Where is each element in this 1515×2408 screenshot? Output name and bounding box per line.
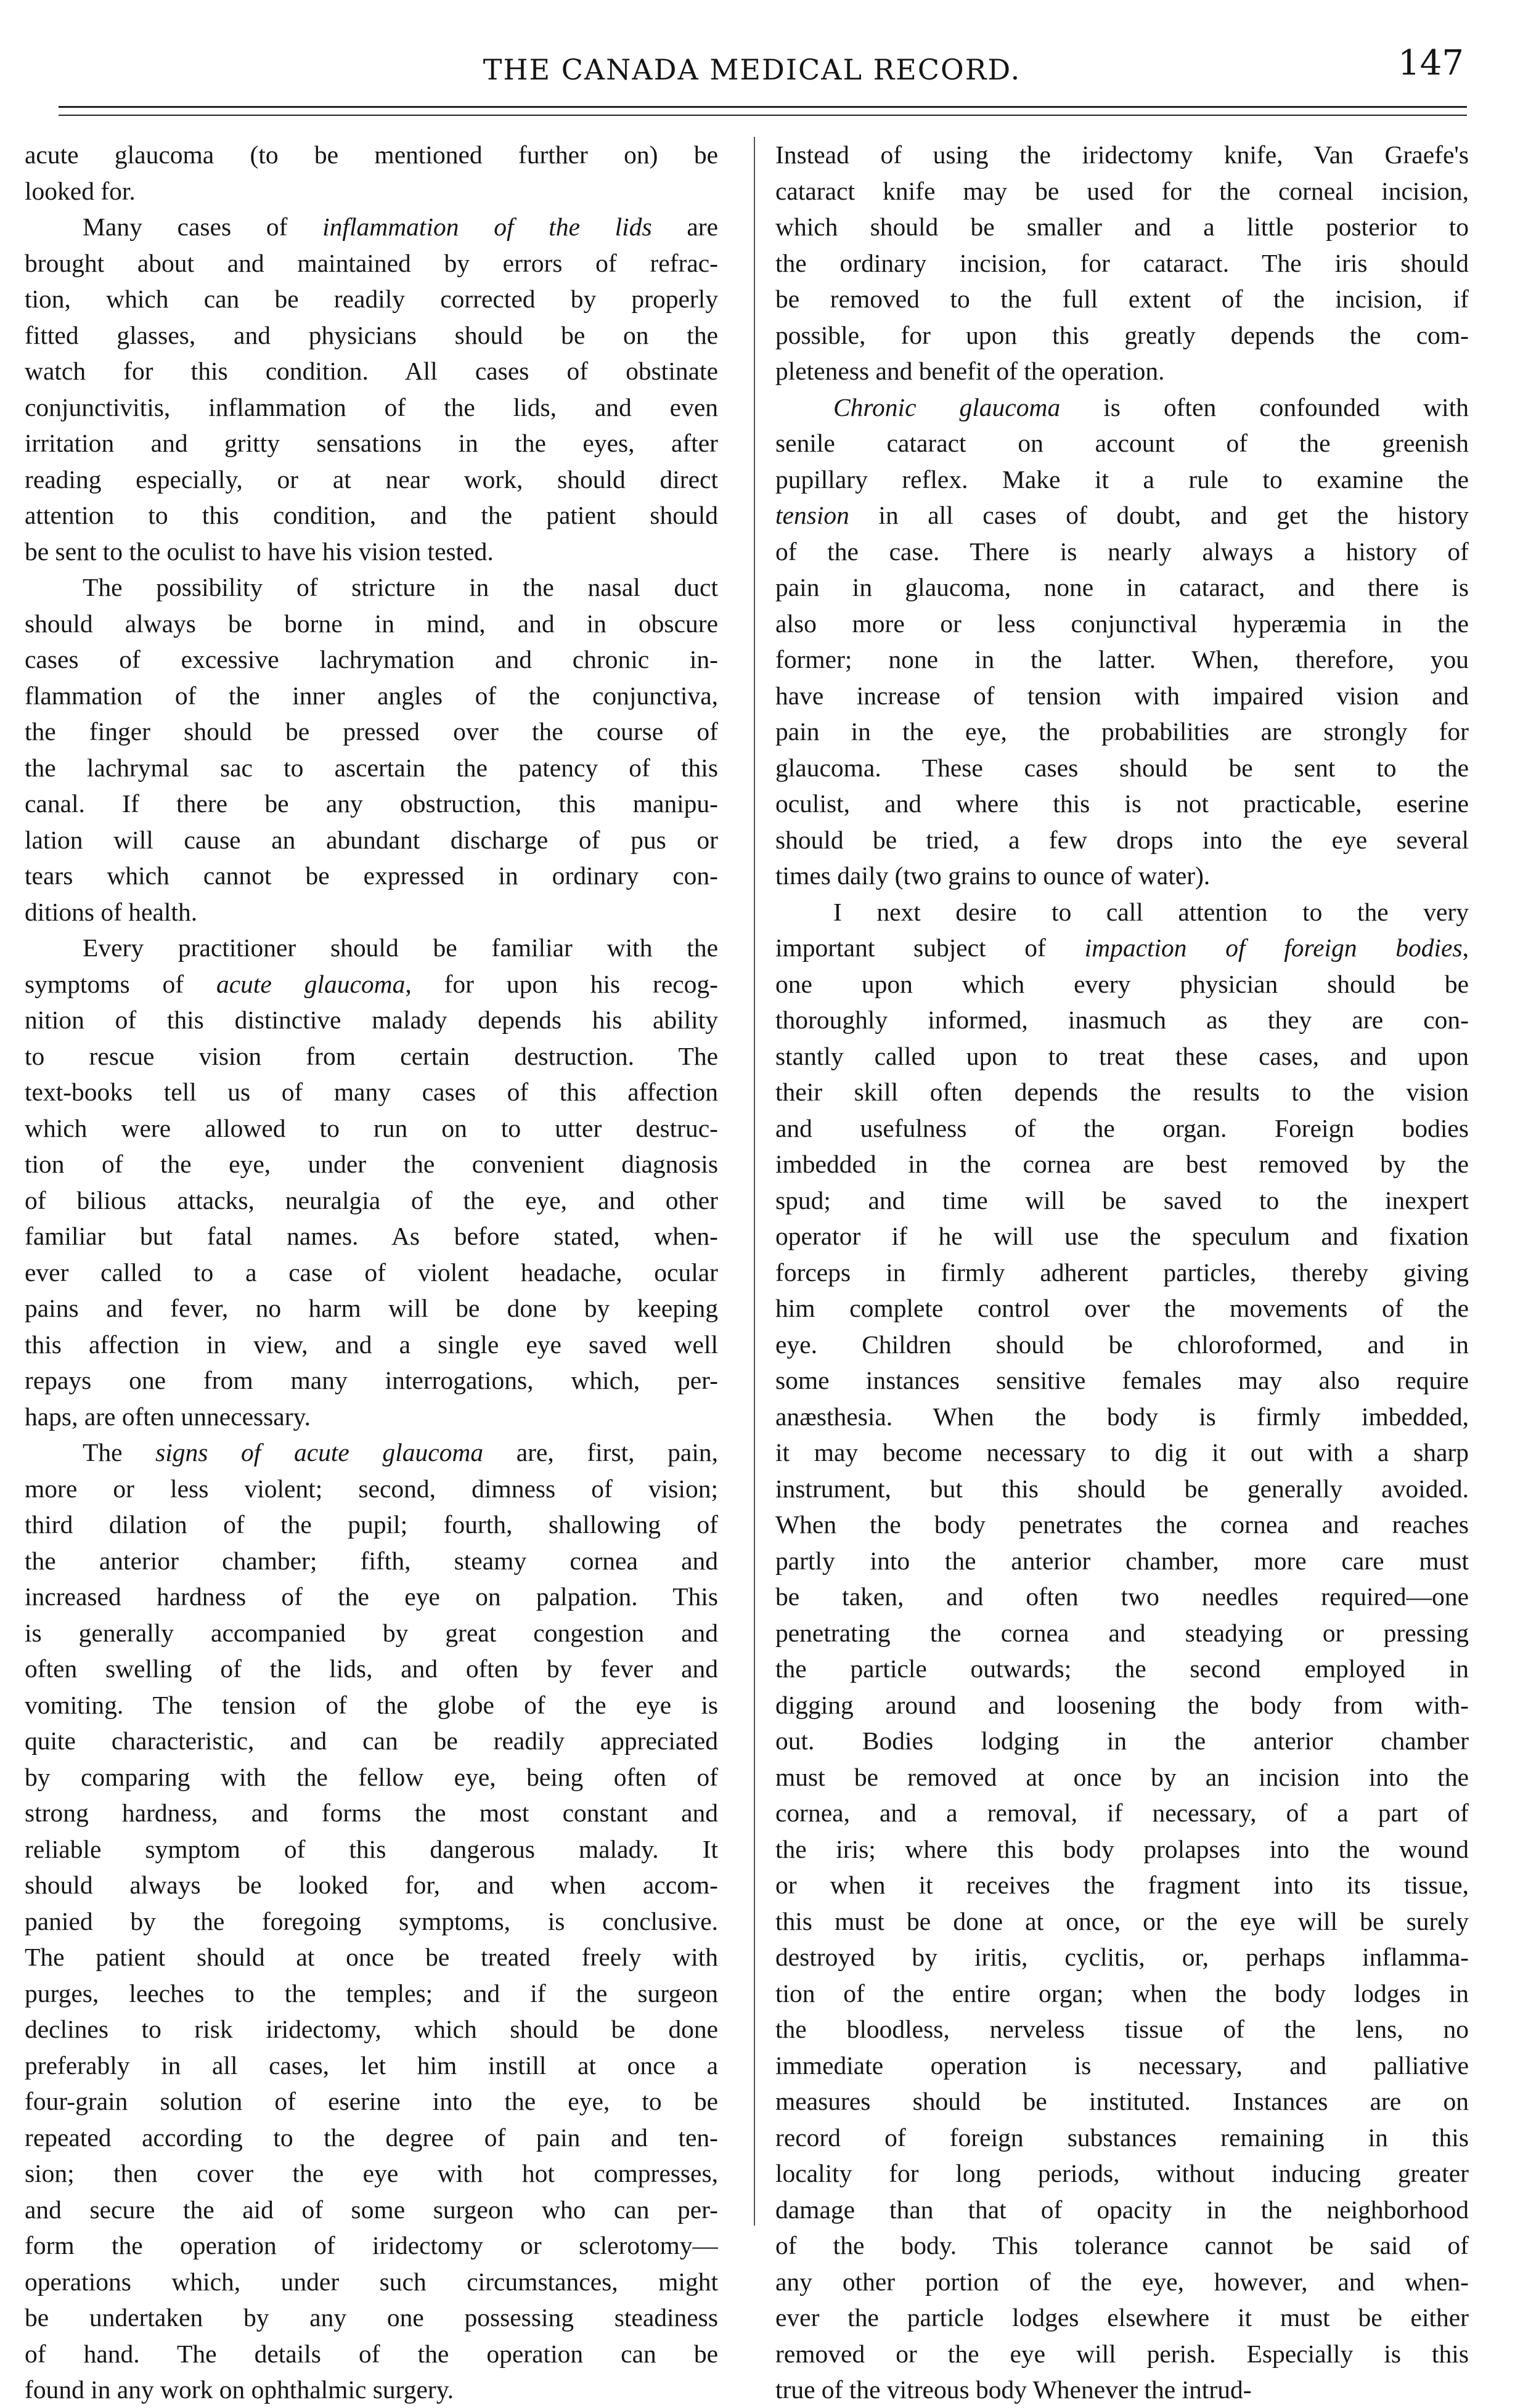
text-line: I next desire to call attention to the very: [833, 897, 1469, 926]
text-line: symptoms of acute glaucoma, for upon his recog-: [25, 969, 718, 998]
column-divider: [754, 137, 755, 2226]
text-line: also more or less conjunctival hyperæmia in the: [775, 609, 1469, 638]
text-line: of bilious attacks, neuralgia of the eye, and other: [25, 1186, 718, 1214]
text-line: oculist, and where this is not practicable, eserine: [775, 789, 1469, 818]
text-line: removed or the eye will perish. Especially is this: [775, 2339, 1469, 2368]
text-line: out. Bodies lodging in the anterior chamber: [775, 1727, 1469, 1755]
text-line: pupillary reflex. Make it a rule to examine the: [775, 465, 1469, 494]
text-line: the lachrymal sac to ascertain the patency of this: [25, 753, 718, 782]
text-line: Chronic glaucoma is often confounded with: [833, 393, 1469, 421]
text-line: ever called to a case of violent headache, ocular: [25, 1258, 718, 1287]
text-line: is generally accompanied by great congestion and: [25, 1618, 718, 1647]
text-line: anæsthesia. When the body is firmly imbedded,: [775, 1402, 1469, 1431]
text-line: must be removed at once by an incision into the: [775, 1762, 1469, 1791]
running-title: THE CANADA MEDICAL RECORD.: [483, 53, 1021, 86]
text-line: the bloodless, nerveless tissue of the lens, no: [775, 2015, 1469, 2043]
text-line: tion of the entire organ; when the body lodges in: [775, 1979, 1469, 2007]
text-line: this affection in view, and a single eye saved well: [25, 1330, 718, 1359]
text-line: pleteness and benefit of the operation.: [775, 357, 1165, 385]
text-line: which were allowed to run on to utter destruc-: [25, 1113, 718, 1142]
text-line: be removed to the full extent of the incision, if: [775, 285, 1469, 313]
text-line: brought about and maintained by errors of refrac-: [25, 248, 718, 277]
text-line: should be tried, a few drops into the eye several: [775, 825, 1469, 854]
text-line: the ordinary incision, for cataract. The iris should: [775, 248, 1469, 277]
text-line: eye. Children should be chloroformed, and in: [775, 1330, 1469, 1359]
text-line: purges, leeches to the temples; and if the surgeon: [25, 1979, 718, 2007]
text-line: tears which cannot be expressed in ordinary con-: [25, 861, 718, 890]
text-line: locality for long periods, without inducing greater: [775, 2159, 1469, 2187]
text-line: important subject of impaction of foreign bodies,: [775, 934, 1469, 962]
text-line: the particle outwards; the second employed in: [775, 1654, 1469, 1683]
text-line: be taken, and often two needles required—one: [775, 1582, 1469, 1611]
text-line: be undertaken by any one possessing steadiness: [25, 2303, 718, 2332]
page-header: [25, 43, 1479, 92]
text-line: tension in all cases of doubt, and get the history: [775, 501, 1469, 529]
text-line: or when it receives the fragment into its tissue,: [775, 1871, 1469, 1899]
text-line: watch for this condition. All cases of obstinate: [25, 357, 718, 385]
text-line: should always be borne in mind, and in obscure: [25, 609, 718, 638]
header-rule-top: [59, 106, 1467, 108]
text-line: lation will cause an abundant discharge of pus or: [25, 825, 718, 854]
text-line: measures should be instituted. Instances are on: [775, 2087, 1469, 2115]
text-line: forceps in firmly adherent particles, thereby giving: [775, 1258, 1469, 1287]
text-line: senile cataract on account of the greenish: [775, 429, 1469, 457]
text-line: cataract knife may be used for the corneal incision,: [775, 176, 1469, 205]
text-line: pain in the eye, the probabilities are strongly for: [775, 717, 1469, 746]
text-line: operator if he will use the speculum and fixation: [775, 1222, 1469, 1250]
text-line: by comparing with the fellow eye, being often of: [25, 1762, 718, 1791]
text-line: the iris; where this body prolapses into the wound: [775, 1834, 1469, 1863]
text-line: destroyed by iritis, cyclitis, or, perhaps inflamma-: [775, 1943, 1469, 1971]
text-line: instrument, but this should be generally avoided.: [775, 1474, 1469, 1503]
text-line: their skill often depends the results to the vision: [775, 1078, 1469, 1106]
text-line: to rescue vision from certain destruction. The: [25, 1041, 718, 1070]
paragraph: [775, 894, 1469, 2408]
text-line: text-books tell us of many cases of this affection: [25, 1078, 718, 1106]
text-line: times daily (two grains to ounce of water).: [775, 861, 1211, 890]
right-column: [775, 137, 1469, 2408]
text-line: have increase of tension with impaired vision and: [775, 681, 1469, 710]
text-line: digging around and loosening the body from with-: [775, 1690, 1469, 1719]
text-line: pains and fever, no harm will be done by keeping: [25, 1294, 718, 1322]
text-line: of the case. There is nearly always a history of: [775, 537, 1469, 566]
text-line: partly into the anterior chamber, more care must: [775, 1546, 1469, 1575]
text-line: imbedded in the cornea are best removed by the: [775, 1150, 1469, 1178]
text-line: increased hardness of the eye on palpation. This: [25, 1582, 718, 1611]
text-line: be sent to the oculist to have his vision tested.: [25, 537, 494, 566]
paragraph: [775, 389, 1469, 894]
text-line: him complete control over the movements of the: [775, 1294, 1469, 1322]
text-line: conjunctivitis, inflammation of the lids, and even: [25, 393, 718, 421]
text-line: operations which, under such circumstances, might: [25, 2267, 718, 2296]
page-number: 147: [1398, 43, 1464, 83]
text-line: immediate operation is necessary, and palliative: [775, 2051, 1469, 2080]
text-line: some instances sensitive females may also require: [775, 1366, 1469, 1394]
text-line: When the body penetrates the cornea and reaches: [775, 1510, 1469, 1539]
text-line: found in any work on ophthalmic surgery.: [25, 2375, 454, 2404]
text-line: one upon which every physician should be: [775, 969, 1469, 998]
text-line: The patient should at once be treated freely with: [25, 1943, 718, 1971]
text-line: should always be looked for, and when accom-: [25, 1871, 718, 1899]
text-line: of the body. This tolerance cannot be said of: [775, 2231, 1469, 2260]
text-line: repays one from many interrogations, which, per-: [25, 1366, 718, 1394]
text-line: declines to risk iridectomy, which should be done: [25, 2015, 718, 2043]
text-line: which should be smaller and a little posterior to: [775, 213, 1469, 241]
paragraph: [25, 930, 718, 1434]
paragraph: [25, 137, 718, 209]
text-line: thoroughly informed, inasmuch as they are con-: [775, 1006, 1469, 1034]
text-line: reliable symptom of this dangerous malady. It: [25, 1834, 718, 1863]
text-line: Every practitioner should be familiar with the: [83, 934, 718, 962]
text-line: possible, for upon this greatly depends the com-: [775, 320, 1469, 349]
text-line: it may become necessary to dig it out with a sharp: [775, 1438, 1469, 1466]
text-line: flammation of the inner angles of the conjunctiva,: [25, 681, 718, 710]
text-line: looked for.: [25, 176, 136, 205]
text-line: the finger should be pressed over the course of: [25, 717, 718, 746]
text-line: attention to this condition, and the patient should: [25, 501, 718, 529]
text-line: tion, which can be readily corrected by properly: [25, 285, 718, 313]
text-line: fitted glasses, and physicians should be on the: [25, 320, 718, 349]
text-line: four-grain solution of eserine into the eye, to be: [25, 2087, 718, 2115]
text-line: damage than that of opacity in the neighborhood: [775, 2195, 1469, 2224]
text-line: former; none in the latter. When, therefore, you: [775, 645, 1469, 673]
text-line: familiar but fatal names. As before stated, when-: [25, 1222, 718, 1250]
text-line: acute glaucoma (to be mentioned further on) be: [25, 140, 718, 169]
text-line: quite characteristic, and can be readily appreciated: [25, 1727, 718, 1755]
text-line: ditions of health.: [25, 897, 198, 926]
text-line: Many cases of inflammation of the lids are: [83, 213, 718, 241]
text-line: glaucoma. These cases should be sent to the: [775, 753, 1469, 782]
text-line: ever the particle lodges elsewhere it must be either: [775, 2303, 1469, 2332]
text-line: The signs of acute glaucoma are, first, pain,: [83, 1438, 718, 1466]
text-line: irritation and gritty sensations in the eyes, after: [25, 429, 718, 457]
text-line: and usefulness of the organ. Foreign bodies: [775, 1113, 1469, 1142]
text-line: of hand. The details of the operation can be: [25, 2339, 718, 2368]
text-line: sion; then cover the eye with hot compresses,: [25, 2159, 718, 2187]
text-line: more or less violent; second, dimness of vision;: [25, 1474, 718, 1503]
text-line: pain in glaucoma, none in cataract, and there is: [775, 573, 1469, 601]
text-line: reading especially, or at near work, should direct: [25, 465, 718, 494]
paragraph: [775, 137, 1469, 389]
text-line: penetrating the cornea and steadying or pressing: [775, 1618, 1469, 1647]
text-line: any other portion of the eye, however, and when-: [775, 2267, 1469, 2296]
text-line: The possibility of stricture in the nasal duct: [83, 573, 718, 601]
text-line: cornea, and a removal, if necessary, of a part of: [775, 1799, 1469, 1827]
text-line: often swelling of the lids, and often by fever and: [25, 1654, 718, 1683]
paragraph: [25, 209, 718, 569]
text-line: strong hardness, and forms the most constant and: [25, 1799, 718, 1827]
text-line: this must be done at once, or the eye will be surely: [775, 1906, 1469, 1935]
text-line: stantly called upon to treat these cases, and upon: [775, 1041, 1469, 1070]
text-line: repeated according to the degree of pain and ten-: [25, 2123, 718, 2152]
text-line: record of foreign substances remaining in this: [775, 2123, 1469, 2152]
text-line: spud; and time will be saved to the inexpert: [775, 1186, 1469, 1214]
text-line: the anterior chamber; fifth, steamy cornea and: [25, 1546, 718, 1575]
text-line: form the operation of iridectomy or sclerotomy—: [25, 2231, 718, 2260]
text-line: true of the vitreous body Whenever the intrud-: [775, 2375, 1252, 2404]
header-rule-bottom: [59, 115, 1467, 116]
text-line: tion of the eye, under the convenient diagnosis: [25, 1150, 718, 1178]
text-line: cases of excessive lachrymation and chronic in-: [25, 645, 718, 673]
text-line: third dilation of the pupil; fourth, shallowing of: [25, 1510, 718, 1539]
text-line: haps, are often unnecessary.: [25, 1402, 311, 1431]
paragraph: [25, 1434, 718, 2408]
text-line: Instead of using the iridectomy knife, Van Graefe's: [775, 140, 1469, 169]
text-line: canal. If there be any obstruction, this manipu-: [25, 789, 718, 818]
text-line: panied by the foregoing symptoms, is conclusive.: [25, 1906, 718, 1935]
left-column: [25, 137, 718, 2408]
text-line: preferably in all cases, let him instill at once a: [25, 2051, 718, 2080]
text-line: and secure the aid of some surgeon who can per-: [25, 2195, 718, 2224]
text-line: vomiting. The tension of the globe of the eye is: [25, 1690, 718, 1719]
text-line: nition of this distinctive malady depends his ability: [25, 1006, 718, 1034]
paragraph: [25, 569, 718, 930]
